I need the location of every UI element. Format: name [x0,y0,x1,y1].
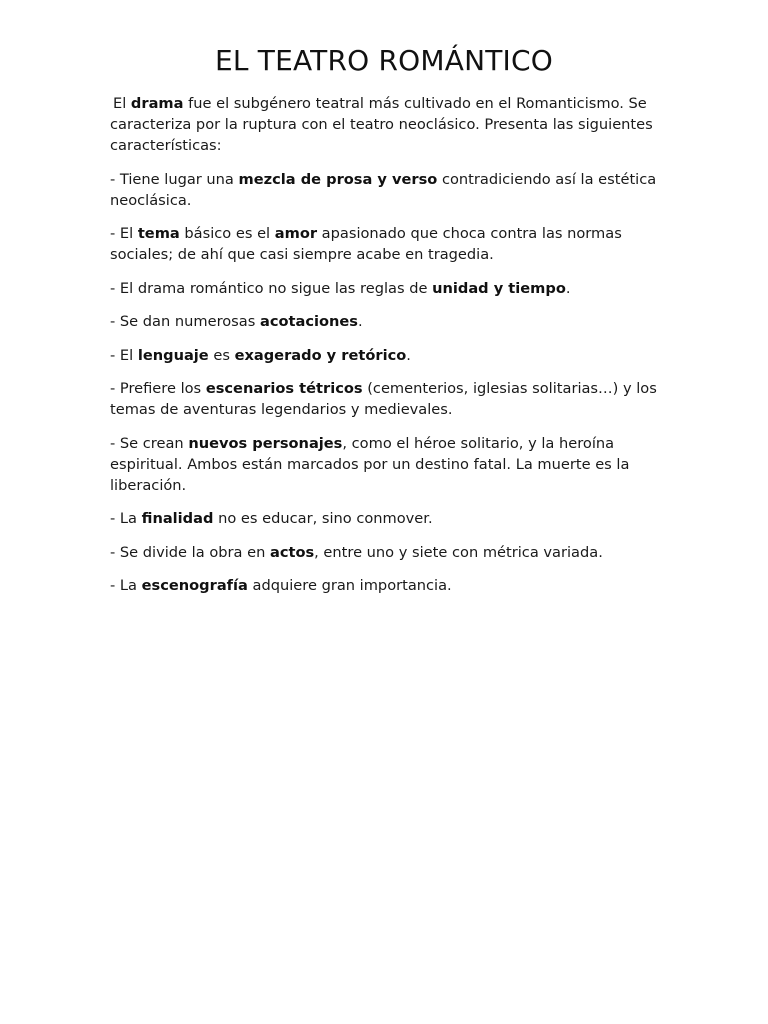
document-body [110,93,670,609]
list-item-escenarios [110,378,670,420]
text-segment: - La [110,577,142,594]
bold-term: amor [274,225,318,242]
text-segment: - La [110,510,142,527]
bold-term: finalidad [141,510,214,527]
text-segment: - El [110,346,138,364]
bold-term: exagerado y retórico [234,346,407,364]
bold-term: acotaciones [259,313,358,330]
text-segment: - El [110,225,138,242]
list-item-actos [110,542,670,563]
list-item-personajes [110,433,670,496]
text-segment: básico es el [179,225,275,242]
page-title: EL TEATRO ROMÁNTICO [215,44,553,77]
text-segment: - Se dan numerosas [110,313,260,330]
list-item-unidad-tiempo [110,278,670,299]
text-segment: - Se divide la obra en [110,543,270,561]
list-item-escenografia [110,575,670,596]
text-segment: fue el subgénero teatral más cultivado en el Romanticismo. Se caracteriza por la ruptura con el teatro neoclásico. Presenta las siguientes características: [110,95,653,154]
text-segment: . [406,346,411,364]
text-segment: adquiere gran importancia. [247,577,452,594]
intro-paragraph [110,93,670,156]
text-segment: , como el héroe solitario, y la heroína espiritual. Ambos están marcados por un destino fatal. La muerte es la liberación. [110,434,630,494]
list-item-finalidad [110,508,670,529]
list-item-acotaciones [110,311,670,332]
text-segment: El [113,95,131,112]
bold-term: mezcla de prosa y verso [238,170,438,188]
list-item-prosa-verso [110,169,670,211]
list-item-lenguaje [110,345,670,366]
text-segment: es [208,346,235,364]
text-segment: apasionado que choca contra las normas sociales; de ahí que casi siempre acabe en tragedia. [110,225,622,263]
list-item-tema-amor [110,223,670,265]
text-segment: (cementerios, iglesias solitarias…) y los temas de aventuras legendarios y medievales. [110,380,657,418]
bold-term: tema [137,225,180,242]
text-segment: . [358,313,363,330]
text-segment: , entre uno y siete con métrica variada. [314,543,603,561]
bold-term: escenografía [141,577,248,594]
text-segment: - Prefiere los [110,380,206,397]
bold-term: nuevos personajes [188,434,343,452]
text-segment: - El drama romántico no sigue las reglas de [110,279,433,297]
bold-term: actos [269,543,315,561]
text-segment: - Tiene lugar una [110,170,239,188]
text-segment: - Se crean [110,434,189,452]
bold-term: escenarios tétricos [205,380,363,397]
bold-term: unidad y tiempo [432,279,566,297]
text-segment: contradiciendo así la estética neoclásica. [110,170,657,209]
text-segment: . [565,279,571,297]
bold-term: drama [130,95,184,112]
text-segment: no es educar, sino conmover. [213,510,433,527]
bold-term: lenguaje [137,346,209,364]
